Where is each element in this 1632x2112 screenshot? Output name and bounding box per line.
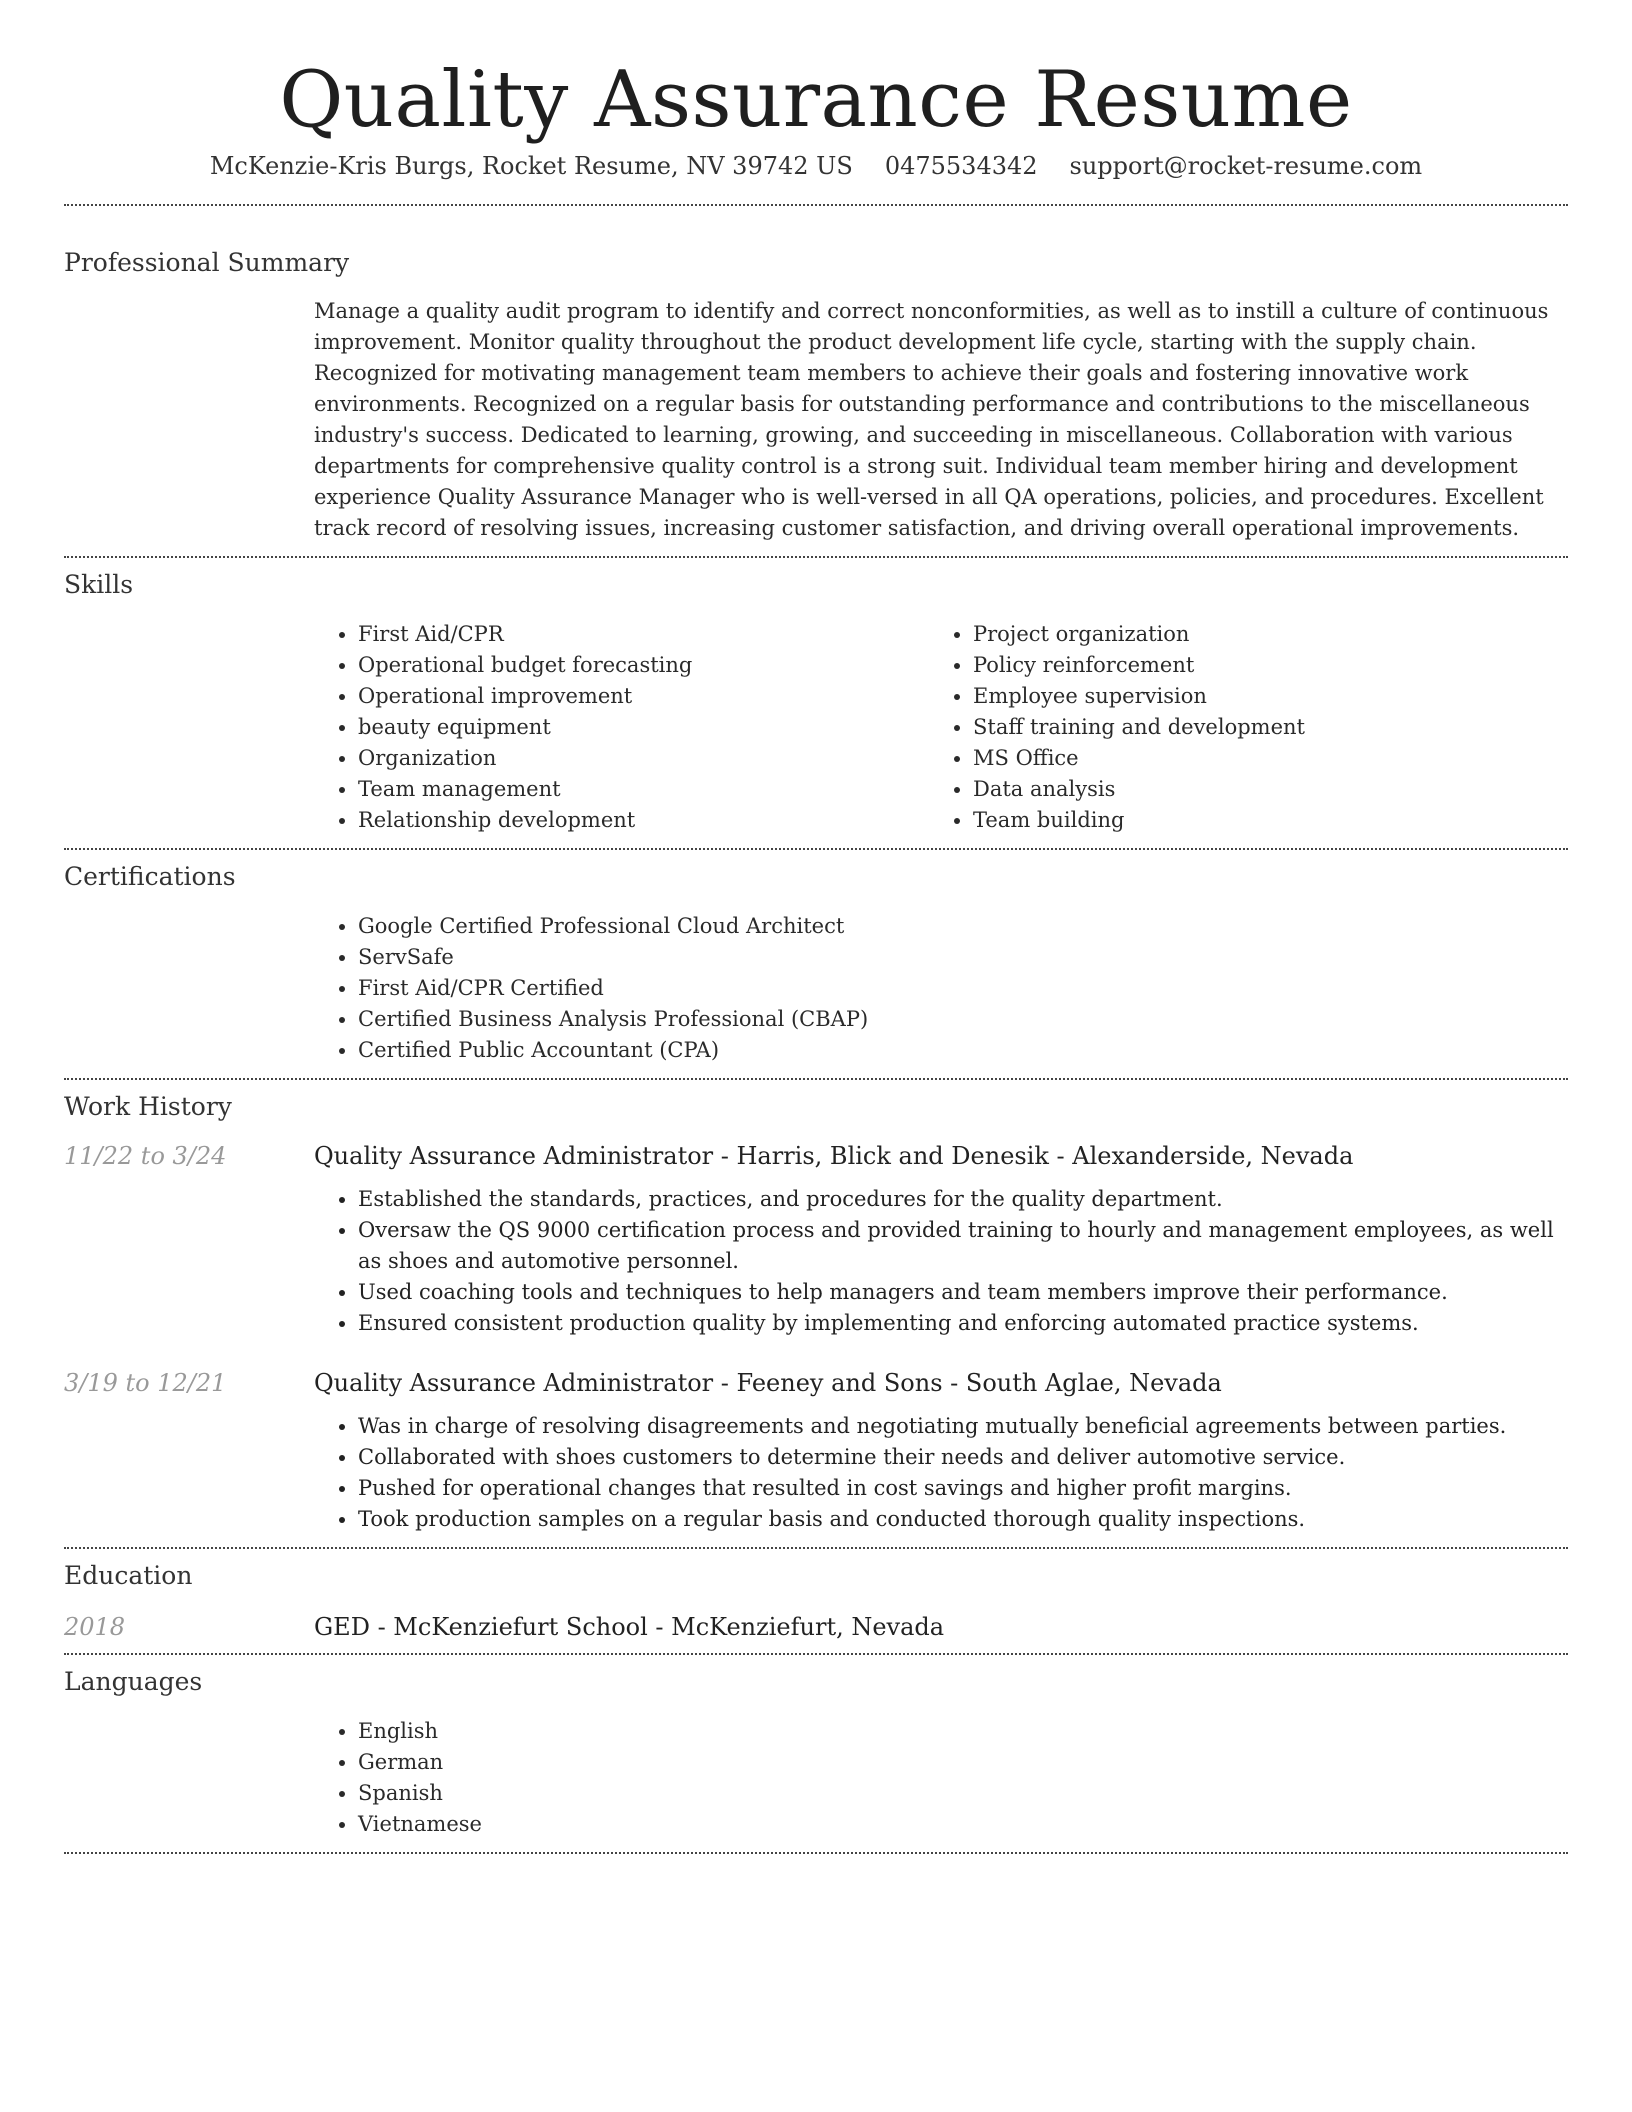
job-bullet: • Used coaching tools and techniques to help managers and team members improve their performance. xyxy=(358,1277,1568,1308)
languages-section xyxy=(64,1665,1568,1840)
skills-section xyxy=(64,568,1568,836)
contact-address: McKenzie-Kris Burgs, Rocket Resume, NV 39742 US xyxy=(209,152,853,180)
skill-item: • Team building xyxy=(973,805,1568,836)
job-bullet: • Took production samples on a regular basis and conducted thorough quality inspections. xyxy=(358,1504,1568,1535)
job-bullet: • Oversaw the QS 9000 certification process and provided training to hourly and management employees, as well as shoes and automotive personnel. xyxy=(358,1215,1568,1277)
divider xyxy=(64,204,1568,206)
skills-list-left xyxy=(314,619,929,836)
skill-item: • Relationship development xyxy=(358,805,929,836)
certification-item: • ServSafe xyxy=(358,942,1568,973)
certifications-section xyxy=(64,860,1568,1066)
certification-item: • Google Certified Professional Cloud Architect xyxy=(358,911,1568,942)
skill-item: • Organization xyxy=(358,743,929,774)
languages-body xyxy=(314,1716,1568,1840)
job-header xyxy=(64,1142,1568,1170)
section-heading-education: Education xyxy=(64,1561,193,1590)
skills-grid xyxy=(314,619,1568,836)
summary-body xyxy=(314,296,1568,544)
job-title: Quality Assurance Administrator - Feeney and Sons - South Aglae, Nevada xyxy=(314,1369,1222,1397)
summary-section xyxy=(64,246,1568,544)
contact-phone: 0475534342 xyxy=(884,152,1038,180)
skill-item: • Project organization xyxy=(973,619,1568,650)
contact-line xyxy=(64,150,1568,182)
divider xyxy=(64,1547,1568,1549)
summary-text: Manage a quality audit program to identify and correct nonconformities, as well as to instill a culture of continuous improvement. Monitor quality throughout the product development life cycle, starting with the supply chain. Recognized for motivating management team members to achieve their goals and fostering innovative work environments. Recognized on a regular basis for outstanding performance and contributions to the miscellaneous industry's success. Dedicated to learning, growing, and succeeding in miscellaneous. Collaboration with various departments for comprehensive quality control is a strong suit. Individual team member hiring and development experience Quality Assurance Manager who is well-versed in all QA operations, policies, and procedures. Excellent track record of resolving issues, increasing customer satisfaction, and driving overall operational improvements. xyxy=(314,299,1549,540)
certifications-body xyxy=(314,911,1568,1066)
skill-item: • Staff training and development xyxy=(973,712,1568,743)
job-bullet: • Established the standards, practices, and procedures for the quality department. xyxy=(358,1184,1568,1215)
language-item: • Vietnamese xyxy=(358,1809,1568,1840)
education-date: 2018 xyxy=(64,1613,126,1641)
divider xyxy=(64,1078,1568,1080)
certifications-list xyxy=(314,911,1568,1066)
section-heading-summary: Professional Summary xyxy=(64,248,350,277)
education-title: GED - McKenziefurt School - McKenziefurt, Nevada xyxy=(314,1613,945,1641)
job-bullet: • Was in charge of resolving disagreements and negotiating mutually beneficial agreements between parties. xyxy=(358,1411,1568,1442)
education-section xyxy=(64,1559,1568,1641)
section-heading-skills: Skills xyxy=(64,570,134,599)
skill-item: • Employee supervision xyxy=(973,681,1568,712)
certification-item: • Certified Business Analysis Professional (CBAP) xyxy=(358,1004,1568,1035)
languages-list xyxy=(314,1716,1568,1840)
resume-title: Quality Assurance Resume xyxy=(279,55,1353,145)
skill-item: • Team management xyxy=(358,774,929,805)
section-heading-languages: Languages xyxy=(64,1667,203,1696)
skill-item: • MS Office xyxy=(973,743,1568,774)
education-entry xyxy=(64,1613,1568,1641)
language-item: • English xyxy=(358,1716,1568,1747)
skill-item: • Operational budget forecasting xyxy=(358,650,929,681)
divider xyxy=(64,556,1568,558)
job-header xyxy=(64,1369,1568,1397)
job-entry xyxy=(64,1369,1568,1535)
divider xyxy=(64,1852,1568,1854)
section-heading-work: Work History xyxy=(64,1092,232,1121)
job-bullets xyxy=(314,1184,1568,1339)
certification-item: • Certified Public Accountant (CPA) xyxy=(358,1035,1568,1066)
job-bullet: • Pushed for operational changes that resulted in cost savings and higher profit margins. xyxy=(358,1473,1568,1504)
certification-item: • First Aid/CPR Certified xyxy=(358,973,1568,1004)
language-item: • Spanish xyxy=(358,1778,1568,1809)
skill-item: • Policy reinforcement xyxy=(973,650,1568,681)
section-heading-certifications: Certifications xyxy=(64,862,236,891)
language-item: • German xyxy=(358,1747,1568,1778)
job-date: 11/22 to 3/24 xyxy=(64,1142,227,1170)
job-date: 3/19 to 12/21 xyxy=(64,1369,227,1397)
job-bullet: • Collaborated with shoes customers to determine their needs and deliver automotive service. xyxy=(358,1442,1568,1473)
contact-email: support@rocket-resume.com xyxy=(1069,152,1423,180)
work-section xyxy=(64,1090,1568,1535)
job-entry xyxy=(64,1142,1568,1339)
skill-item: • beauty equipment xyxy=(358,712,929,743)
skills-list-right xyxy=(929,619,1568,836)
skill-item: • First Aid/CPR xyxy=(358,619,929,650)
divider xyxy=(64,1653,1568,1655)
skill-item: • Data analysis xyxy=(973,774,1568,805)
job-title: Quality Assurance Administrator - Harris, Blick and Denesik - Alexanderside, Nevada xyxy=(314,1142,1354,1170)
job-bullet: • Ensured consistent production quality by implementing and enforcing automated practice systems. xyxy=(358,1308,1568,1339)
divider xyxy=(64,848,1568,850)
job-bullets xyxy=(314,1411,1568,1535)
skill-item: • Operational improvement xyxy=(358,681,929,712)
